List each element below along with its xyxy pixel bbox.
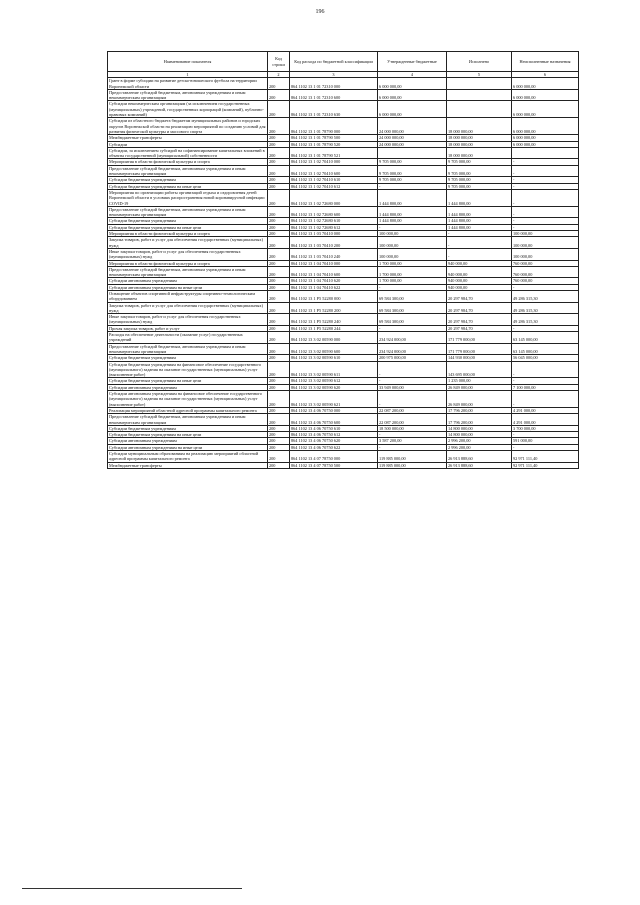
executed-amount: 20 297 984,70: [447, 325, 512, 331]
executed-amount: 940 000,00: [447, 260, 512, 266]
unexecuted-amount: -: [512, 325, 579, 331]
line-code: 200: [268, 355, 290, 361]
line-code: 200: [268, 266, 290, 278]
executed-amount: -: [447, 237, 512, 249]
budget-code: 864 1102 13 4 06 70750 612: [290, 432, 378, 438]
executed-amount: -: [447, 231, 512, 237]
approved-amount: 9 705 000,00: [378, 177, 447, 183]
executed-amount: 143 695 000,00: [447, 361, 512, 378]
line-code: 200: [268, 177, 290, 183]
approved-amount: 6 000 000,00: [378, 101, 447, 118]
page-number: 196: [315, 9, 325, 15]
budget-code: 864 1102 13 1 01 72310 600: [290, 89, 378, 101]
unexecuted-amount: 6 000 000,00: [512, 141, 579, 147]
header-cell: Исполнено: [447, 52, 512, 72]
budget-code: 864 1102 13 4 07 78750 000: [290, 451, 378, 463]
table-row: [108, 343, 579, 355]
approved-amount: 22 087 200,00: [378, 414, 447, 426]
executed-amount: [447, 78, 512, 90]
approved-amount: 119 885 000,00: [378, 462, 447, 468]
indicator-name: Мероприятия в области физической культуры и спорта: [108, 231, 268, 237]
executed-amount: 9 705 000,00: [447, 159, 512, 165]
indicator-name: Предоставление субсидий бюджетным, автономным учреждениям и иным некоммерческим организациям: [108, 266, 268, 278]
line-code: 200: [268, 378, 290, 384]
unexecuted-amount: -: [512, 391, 579, 408]
line-code: 200: [268, 407, 290, 413]
table-row: [108, 332, 579, 344]
indicator-name: Субсидии автономным учреждениям на иные цели: [108, 284, 268, 290]
budget-code: 864 1102 13 3 02 00590 600: [290, 343, 378, 355]
line-code: 200: [268, 462, 290, 468]
unexecuted-amount: -: [512, 361, 579, 378]
line-code: 200: [268, 224, 290, 230]
approved-amount: 1 700 000,00: [378, 266, 447, 278]
executed-amount: 1 444 800,00: [447, 224, 512, 230]
executed-amount: [447, 101, 512, 118]
indicator-name: Закупка товаров, работ и услуг для обеспечения государственных (муниципальных) нужд: [108, 237, 268, 249]
line-code: 200: [268, 237, 290, 249]
budget-code: 864 1102 13 4 06 70750 610: [290, 425, 378, 431]
approved-amount: 1 444 800,00: [378, 218, 447, 224]
budget-code: 864 1102 13 3 02 00590 621: [290, 391, 378, 408]
line-code: 200: [268, 325, 290, 331]
budget-code: 864 1102 13 1 P5 52280 244: [290, 325, 378, 331]
approved-amount: 6 000 000,00: [378, 89, 447, 101]
budget-code: 864 1102 13 1 01 78790 000: [290, 118, 378, 135]
unexecuted-amount: -: [512, 378, 579, 384]
approved-amount: 3 587 200,00: [378, 438, 447, 444]
executed-amount: 17 796 200,00: [447, 414, 512, 426]
indicator-name: Мероприятия в области физической культуры и спорта: [108, 159, 268, 165]
budget-code: 864 1102 13 1 04 70410 622: [290, 284, 378, 290]
header-cell: Код строки: [268, 52, 290, 72]
indicator-name: Межбюджетные трансферты: [108, 135, 268, 141]
executed-amount: 18 000 000,00: [447, 141, 512, 147]
executed-amount: 17 796 200,00: [447, 407, 512, 413]
table-row: [108, 361, 579, 378]
approved-amount: 1 444 800,00: [378, 189, 447, 206]
budget-code: 864 1102 13 1 02 70410 000: [290, 159, 378, 165]
budget-code: 864 1102 13 1 02 72680 600: [290, 206, 378, 218]
budget-code: 864 1102 13 4 06 70750 622: [290, 444, 378, 450]
unexecuted-amount: [512, 147, 579, 159]
indicator-name: Предоставление субсидий бюджетным, автономным учреждениям и иным некоммерческим организациям: [108, 89, 268, 101]
table-row: [108, 165, 579, 177]
indicator-name: Закупка товаров, работ и услуг для обеспечения государственных (муниципальных) нужд: [108, 302, 268, 314]
unexecuted-amount: 3 700 000,00: [512, 425, 579, 431]
approved-amount: 9 705 000,00: [378, 165, 447, 177]
executed-amount: -: [447, 248, 512, 260]
header-row: [108, 52, 579, 72]
footnote-separator: [22, 888, 242, 889]
unexecuted-amount: 63 145 000,00: [512, 343, 579, 355]
column-number: 1: [108, 72, 268, 78]
executed-amount: 20 297 984,70: [447, 302, 512, 314]
indicator-name: Предоставление субсидий бюджетным, автономным учреждениям и иным некоммерческим организациям: [108, 165, 268, 177]
executed-amount: 1 444 800,00: [447, 189, 512, 206]
line-code: 200: [268, 141, 290, 147]
approved-amount: 24 000 000,00: [378, 141, 447, 147]
table-row: [108, 462, 579, 468]
table-row: [108, 101, 579, 118]
executed-amount: 144 930 000,00: [447, 355, 512, 361]
indicator-name: Прочая закупка товаров, работ и услуг: [108, 325, 268, 331]
unexecuted-amount: 6 000 000,00: [512, 118, 579, 135]
approved-amount: -: [378, 183, 447, 189]
approved-amount: -: [378, 378, 447, 384]
indicator-name: Расходы на обеспечение деятельности (оказание услуг) государственных учреждений: [108, 332, 268, 344]
budget-code: 864 1102 13 1 01 78790 521: [290, 147, 378, 159]
line-code: 200: [268, 135, 290, 141]
budget-code: 864 1102 13 4 06 70750 620: [290, 438, 378, 444]
line-code: 200: [268, 183, 290, 189]
executed-amount: 20 297 984,70: [447, 314, 512, 326]
approved-amount: 200 975 000,00: [378, 355, 447, 361]
budget-code: 864 1102 13 4 06 70750 000: [290, 407, 378, 413]
budget-code: 864 1102 13 1 04 70410 620: [290, 278, 378, 284]
indicator-name: Мероприятия по организации работы организаций отдыха и оздоровления детей Воронежской области в условиях распространения новой коронавирусной инфекции COVID-19: [108, 189, 268, 206]
approved-amount: [378, 147, 447, 159]
indicator-name: Субсидии автономным учреждениям: [108, 384, 268, 390]
approved-amount: 6 000 000,00: [378, 78, 447, 90]
table-row: [108, 89, 579, 101]
header-cell: Неисполненные назначения: [512, 52, 579, 72]
budget-code: 864 1102 13 4 07 78750 500: [290, 462, 378, 468]
approved-amount: -: [378, 361, 447, 378]
line-code: 200: [268, 332, 290, 344]
line-code: 200: [268, 278, 290, 284]
executed-amount: 18 000 000,00: [447, 147, 512, 159]
indicator-name: Субсидии автономным учреждениям на финансовое обеспечение государственного (муниципального) задания на оказание государственных (муниципальных) услуг (выполнение работ): [108, 391, 268, 408]
executed-amount: 171 779 000,00: [447, 343, 512, 355]
indicator-name: Предоставление субсидий бюджетным, автономным учреждениям и иным некоммерческим организациям: [108, 414, 268, 426]
indicator-name: Субсидии: [108, 141, 268, 147]
unexecuted-amount: -: [512, 165, 579, 177]
budget-code: 864 1102 13 1 02 72680 000: [290, 189, 378, 206]
budget-code: 864 1102 13 1 02 70410 612: [290, 183, 378, 189]
indicator-name: Мероприятия в области физической культуры и спорта: [108, 260, 268, 266]
line-code: 200: [268, 159, 290, 165]
approved-amount: 1 444 800,00: [378, 206, 447, 218]
budget-code: 864 1102 13 1 P5 52280 200: [290, 302, 378, 314]
indicator-name: Субсидии из областного бюджета бюджетам муниципальных районов и городских округов Воронежской области на реализацию мероприятий по созданию условий для развития физической культуры и массового спорта: [109, 118, 266, 134]
unexecuted-amount: -: [512, 159, 579, 165]
approved-amount: 1 700 000,00: [378, 278, 447, 284]
unexecuted-amount: 6 000 000,00: [512, 101, 579, 118]
line-code: 200: [268, 432, 290, 438]
table-row: [108, 189, 579, 206]
line-code: 200: [268, 361, 290, 378]
line-code: 200: [268, 302, 290, 314]
line-code: 200: [268, 89, 290, 101]
unexecuted-amount: 760 000,00: [512, 260, 579, 266]
line-code: 200: [268, 391, 290, 408]
approved-amount: 234 924 000,00: [378, 332, 447, 344]
line-code: 200: [268, 147, 290, 159]
indicator-name: Межбюджетные трансферты: [108, 462, 268, 468]
budget-code: 864 1102 13 1 01 72310 000: [290, 78, 378, 90]
budget-code: 864 1102 13 1 03 70410 200: [290, 237, 378, 249]
indicator-name: Субсидии бюджетным учреждениям: [108, 425, 268, 431]
unexecuted-amount: -: [512, 183, 579, 189]
unexecuted-amount: 63 145 000,00: [512, 332, 579, 344]
executed-amount: 26 913 888,60: [447, 462, 512, 468]
approved-amount: 24 000 000,00: [378, 118, 447, 135]
budget-code: 864 1102 13 1 03 70410 240: [290, 248, 378, 260]
line-code: 200: [268, 284, 290, 290]
indicator-name: Предоставление субсидий бюджетным, автономным учреждениям и иным некоммерческим организациям: [108, 343, 268, 355]
unexecuted-amount: 49 286 315,30: [512, 314, 579, 326]
unexecuted-amount: 100 000,00: [512, 231, 579, 237]
approved-amount: 100 000,00: [378, 248, 447, 260]
approved-amount: 69 584 300,00: [378, 290, 447, 302]
executed-amount: 2 996 200,00: [447, 438, 512, 444]
indicator-name: Субсидии автономным учреждениям: [108, 438, 268, 444]
executed-amount: 9 705 000,00: [447, 165, 512, 177]
table-row: [108, 451, 579, 463]
indicator-name: Реализация мероприятий областной адресной программы капитального ремонта: [108, 407, 268, 413]
approved-amount: -: [378, 444, 447, 450]
approved-amount: 100 000,00: [378, 231, 447, 237]
unexecuted-amount: 6 000 000,00: [512, 78, 579, 90]
table-body: [108, 78, 579, 469]
unexecuted-amount: 4 291 000,00: [512, 414, 579, 426]
budget-code: 864 1102 13 1 02 72680 610: [290, 218, 378, 224]
line-code: 200: [268, 231, 290, 237]
indicator-name: Субсидии бюджетным учреждениям: [108, 218, 268, 224]
line-code: 200: [268, 343, 290, 355]
unexecuted-amount: -: [512, 177, 579, 183]
approved-amount: 69 584 300,00: [378, 302, 447, 314]
approved-amount: 22 087 200,00: [378, 407, 447, 413]
table-row: [108, 206, 579, 218]
unexecuted-amount: 591 000,00: [512, 438, 579, 444]
unexecuted-amount: 49 286 315,30: [512, 302, 579, 314]
approved-amount: 9 705 000,00: [378, 159, 447, 165]
budget-code: 864 1102 13 4 06 70750 600: [290, 414, 378, 426]
approved-amount: 100 000,00: [378, 237, 447, 249]
budget-code: 864 1102 13 1 04 70410 000: [290, 260, 378, 266]
column-number: 2: [268, 72, 290, 78]
approved-amount: -: [378, 432, 447, 438]
executed-amount: 18 000 000,00: [447, 135, 512, 141]
table-row: [108, 302, 579, 314]
unexecuted-amount: -: [512, 189, 579, 206]
budget-code: 864 1102 13 1 04 70410 600: [290, 266, 378, 278]
budget-code: 864 1102 13 1 02 70410 600: [290, 165, 378, 177]
unexecuted-amount: 92 971 111,40: [512, 462, 579, 468]
indicator-name: Субсидии бюджетным учреждениям на иные цели: [108, 432, 268, 438]
budget-code: 864 1102 13 1 02 70410 610: [290, 177, 378, 183]
approved-amount: 234 924 000,00: [378, 343, 447, 355]
executed-amount: 26 849 000,00: [447, 391, 512, 408]
table-row: [108, 237, 579, 249]
unexecuted-amount: -: [512, 206, 579, 218]
column-number: 5: [447, 72, 512, 78]
approved-amount: 18 500 000,00: [378, 425, 447, 431]
budget-code: 864 1102 13 3 02 00590 611: [290, 361, 378, 378]
indicator-name: Субсидии бюджетным учреждениям на иные цели: [108, 183, 268, 189]
executed-amount: 2 996 200,00: [447, 444, 512, 450]
approved-amount: -: [378, 391, 447, 408]
indicator-name: Оснащение объектов спортивной инфраструктуры спортивно-технологическим оборудованием: [108, 290, 268, 302]
line-code: 200: [268, 384, 290, 390]
executed-amount: 940 000,00: [447, 284, 512, 290]
table-row: [108, 314, 579, 326]
line-code: 200: [268, 206, 290, 218]
executed-amount: 940 000,00: [447, 278, 512, 284]
indicator-name: Субсидии автономным учреждениям: [108, 278, 268, 284]
unexecuted-amount: 6 000 000,00: [512, 89, 579, 101]
executed-amount: 9 705 000,00: [447, 177, 512, 183]
budget-code: 864 1102 13 1 01 72310 630: [290, 101, 378, 118]
indicator-name: Субсидии муниципальным образованиям на реализацию мероприятий областной адресной программы капитального ремонта: [108, 451, 268, 463]
executed-amount: 14 800 000,00: [447, 425, 512, 431]
line-code: 200: [268, 165, 290, 177]
line-code: 200: [268, 248, 290, 260]
column-number: 4: [378, 72, 447, 78]
line-code: 200: [268, 438, 290, 444]
indicator-name: Иные закупки товаров, работ и услуг для обеспечения государственных (муниципальных) нужд: [108, 248, 268, 260]
unexecuted-amount: 4 291 000,00: [512, 407, 579, 413]
budget-code: 864 1102 13 3 02 00590 000: [290, 332, 378, 344]
line-code: 200: [268, 314, 290, 326]
executed-amount: [447, 89, 512, 101]
executed-amount: 1 444 800,00: [447, 206, 512, 218]
executed-amount: 26 849 000,00: [447, 384, 512, 390]
executed-amount: 18 000 000,00: [447, 118, 512, 135]
unexecuted-amount: 6 000 000,00: [512, 135, 579, 141]
line-code: 200: [268, 260, 290, 266]
approved-amount: 24 000 000,00: [378, 135, 447, 141]
table-row: [108, 118, 579, 135]
budget-code: 864 1102 13 1 03 70410 000: [290, 231, 378, 237]
unexecuted-amount: -: [512, 432, 579, 438]
indicator-name: Иные закупки товаров, работ и услуг для обеспечения государственных (муниципальных) нужд: [108, 314, 268, 326]
indicator-name: Субсидии бюджетным учреждениям на иные цели: [108, 378, 268, 384]
approved-amount: 119 885 000,00: [378, 451, 447, 463]
header-cell: Код расхода по бюджетной классификации: [290, 52, 378, 72]
unexecuted-amount: -: [512, 218, 579, 224]
unexecuted-amount: 92 971 111,40: [512, 451, 579, 463]
approved-amount: -: [378, 284, 447, 290]
line-code: 200: [268, 218, 290, 224]
line-code: 200: [268, 290, 290, 302]
unexecuted-amount: 49 286 315,30: [512, 290, 579, 302]
budget-code: 864 1102 13 3 02 00590 612: [290, 378, 378, 384]
indicator-name: Субсидии, за исключением субсидий на софинансирование капитальных вложений в объекты государственной (муниципальной) собственности: [108, 147, 268, 159]
line-code: 200: [268, 78, 290, 90]
unexecuted-amount: 7 100 000,00: [512, 384, 579, 390]
line-code: 200: [268, 451, 290, 463]
unexecuted-amount: 760 000,00: [512, 278, 579, 284]
approved-amount: 1 700 000,00: [378, 260, 447, 266]
indicator-name: Субсидии некоммерческим организациям (за исключением государственных (муниципальных) учреждений, государственных корпораций (компаний), публично-правовых компаний): [108, 101, 268, 118]
line-code: 200: [268, 118, 290, 135]
line-code: 200: [268, 425, 290, 431]
indicator-name: Грант в форме субсидии на развитие детско-юношеского футбола на территории Воронежской области: [108, 78, 268, 90]
column-number: 6: [512, 72, 579, 78]
table-row: [108, 78, 579, 90]
approved-amount: 69 584 300,00: [378, 314, 447, 326]
executed-amount: 14 800 000,00: [447, 432, 512, 438]
table-row: [108, 248, 579, 260]
approved-amount: -: [378, 224, 447, 230]
indicator-name: Предоставление субсидий бюджетным, автономным учреждениям и иным некоммерческим организациям: [108, 206, 268, 218]
table-row: [108, 266, 579, 278]
executed-amount: 1 444 800,00: [447, 218, 512, 224]
budget-code: 864 1102 13 1 01 78790 500: [290, 135, 378, 141]
executed-amount: 940 000,00: [447, 266, 512, 278]
executed-amount: 26 913 888,60: [447, 451, 512, 463]
header-cell: Наименование показателя: [108, 52, 268, 72]
unexecuted-amount: 100 000,00: [512, 237, 579, 249]
indicator-name: Субсидии бюджетным учреждениям на иные цели: [108, 224, 268, 230]
unexecuted-amount: 56 045 000,00: [512, 355, 579, 361]
indicator-name: Субсидии бюджетным учреждениям на финансовое обеспечение государственного (муниципального) задания на оказание государственных (муниципальных) услуг (выполнение работ): [108, 361, 268, 378]
header-cell: Утвержденные бюджетные: [378, 52, 447, 72]
table-row: [108, 391, 579, 408]
executed-amount: 171 779 000,00: [447, 332, 512, 344]
table-row: [108, 147, 579, 159]
budget-code: 864 1102 13 3 02 00590 610: [290, 355, 378, 361]
budget-code: 864 1102 13 1 P5 52280 000: [290, 290, 378, 302]
line-code: 200: [268, 414, 290, 426]
unexecuted-amount: -: [512, 224, 579, 230]
executed-amount: 1 235 000,00: [447, 378, 512, 384]
line-code: 200: [268, 444, 290, 450]
indicator-name: Субсидии бюджетным учреждениям: [108, 177, 268, 183]
indicator-name: Субсидии бюджетным учреждениям: [108, 355, 268, 361]
indicator-name: Субсидии автономным учреждениям на иные цели: [108, 444, 268, 450]
unexecuted-amount: 760 000,00: [512, 266, 579, 278]
budget-code: 864 1102 13 1 02 72680 612: [290, 224, 378, 230]
executed-amount: 9 705 000,00: [447, 183, 512, 189]
budget-code: 864 1102 13 1 01 78790 520: [290, 141, 378, 147]
unexecuted-amount: 100 000,00: [512, 248, 579, 260]
executed-amount: 20 297 984,70: [447, 290, 512, 302]
table-row: [108, 290, 579, 302]
budget-code: 864 1102 13 3 02 00590 620: [290, 384, 378, 390]
table-row: [108, 414, 579, 426]
unexecuted-amount: -: [512, 444, 579, 450]
line-code: 200: [268, 101, 290, 118]
budget-code: 864 1102 13 1 P5 52280 240: [290, 314, 378, 326]
column-number: 3: [290, 72, 378, 78]
approved-amount: 33 949 000,00: [378, 384, 447, 390]
unexecuted-amount: -: [512, 284, 579, 290]
line-code: 200: [268, 189, 290, 206]
approved-amount: -: [378, 325, 447, 331]
budget-execution-table: [107, 51, 579, 469]
